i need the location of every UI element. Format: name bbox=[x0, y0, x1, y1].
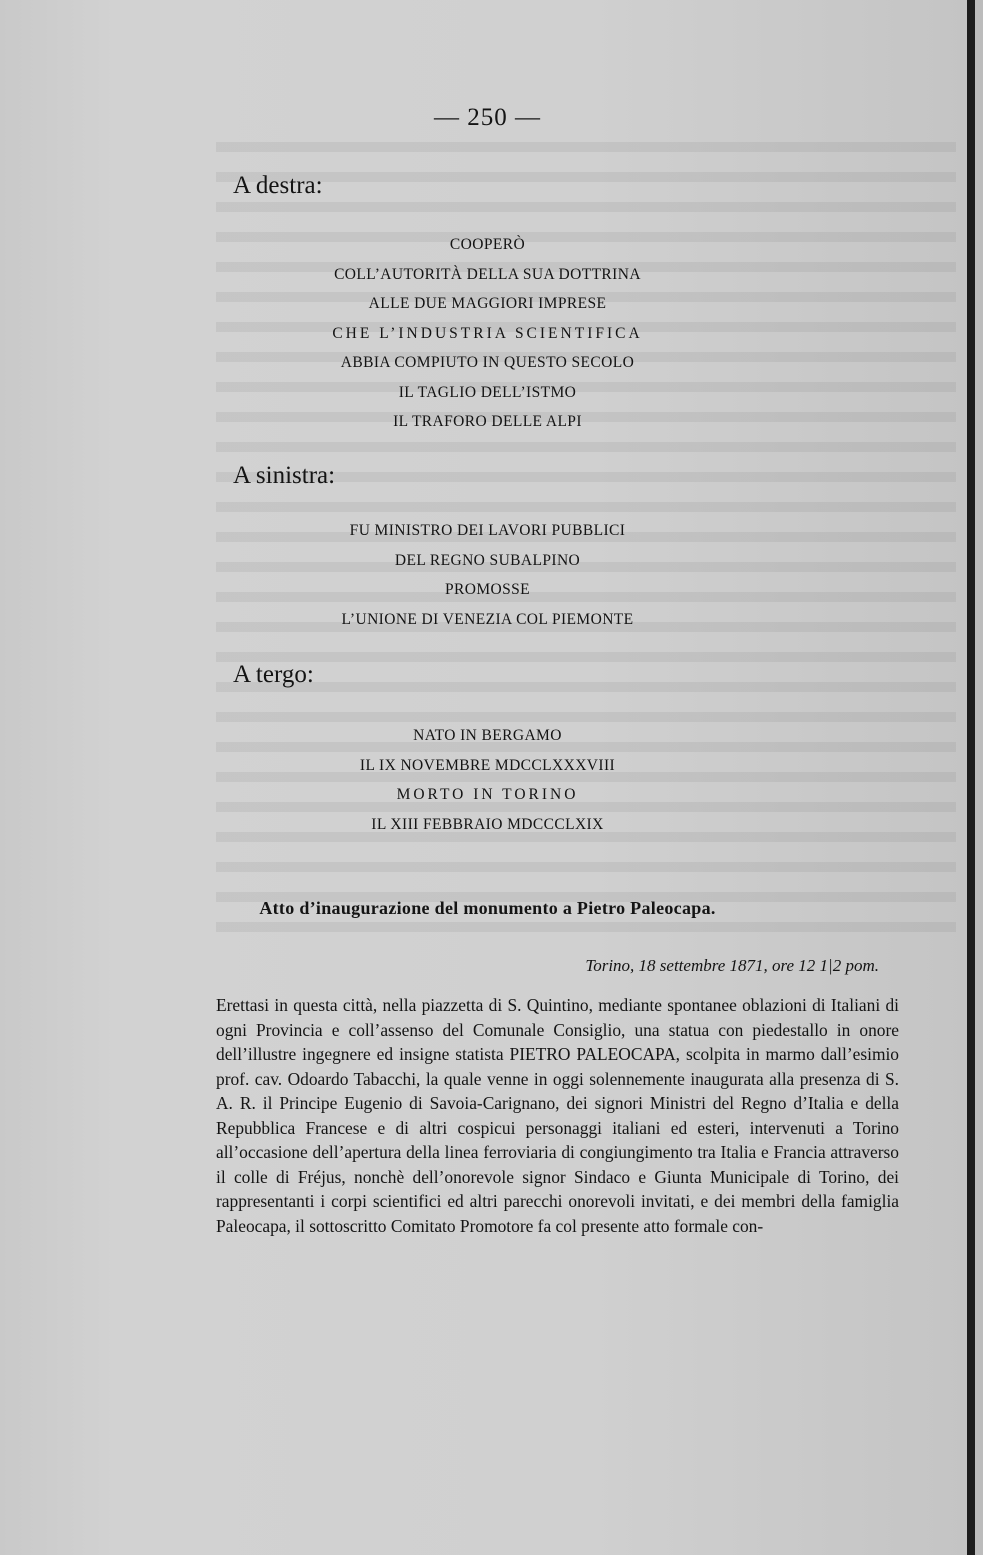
inscription-destra bbox=[0, 230, 975, 437]
label-destra: A destra: bbox=[233, 172, 323, 199]
inscription-line: IL IX NOVEMBRE MDCCLXXXVIII bbox=[359, 756, 616, 774]
page-number: — 250 — bbox=[434, 104, 541, 131]
label-sinistra: A sinistra: bbox=[233, 462, 336, 489]
document-title: Atto d’inaugurazione del monumento a Pietro Paleocapa. bbox=[259, 898, 716, 918]
body-paragraph: Erettasi in questa città, nella piazzetta di S. Quintino, mediante spontanee oblazioni di Italiani di ogni Provincia e coll’assenso del Comunale Consiglio, una statua con piedestallo in onore dell’illustre ingegnere ed insigne statista PIETRO PALEOCAPA, scolpita in marmo dall’esimio prof. cav. Odoardo Tabacchi, la quale venne in oggi solennemente inaugurata alla presenza di S. A. R. il Principe Eugenio di Savoia-Carignano, dei signori Ministri del Regno d’Italia e della Repubblica Francese e di altri cospicui personaggi italiani ed esteri, intervenuti a Torino all’occasione dell’apertura della linea ferroviaria di congiungimento tra Italia e Francia attraverso il colle di Fréjus, nonchè dell’onorevole signor Sindaco e Giunta Municipale di Torino, dei rappresentanti i corpi scientifici ed altri parecchi onorevoli invitati, e dei membri della famiglia Paleocapa, il sottoscritto Comitato Promotore fa col presente atto formale con- bbox=[216, 995, 899, 1236]
inscription-line: IL TRAFORO DELLE ALPI bbox=[393, 413, 582, 430]
inscription-tergo bbox=[0, 721, 975, 839]
inscription-line: CHE L’INDUSTRIA SCIENTIFICA bbox=[332, 324, 643, 342]
inscription-line: ALLE DUE MAGGIORI IMPRESE bbox=[368, 295, 607, 312]
inscription-line: ABBIA COMPIUTO IN QUESTO SECOLO bbox=[340, 354, 635, 371]
inscription-line: COOPERÒ bbox=[449, 236, 526, 253]
inscription-line: IL XIII FEBBRAIO MDCCCLXIX bbox=[371, 815, 604, 833]
inscription-line: FU MINISTRO DEI LAVORI PUBBLICI bbox=[349, 522, 626, 539]
inscription-line: L’UNIONE DI VENEZIA COL PIEMONTE bbox=[341, 610, 634, 628]
inscription-line: MORTO IN TORINO bbox=[396, 786, 579, 803]
inscription-line: NATO IN BERGAMO bbox=[413, 727, 562, 744]
page-edge bbox=[967, 0, 975, 1555]
inscription-line: PROMOSSE bbox=[444, 581, 531, 598]
label-tergo: A tergo: bbox=[233, 661, 314, 688]
inscription-sinistra bbox=[0, 516, 975, 634]
inscription-line: COLL’AUTORITÀ DELLA SUA DOTTRINA bbox=[334, 265, 641, 283]
inscription-line: IL TAGLIO DELL’ISTMO bbox=[398, 383, 577, 401]
dateline: Torino, 18 settembre 1871, ore 12 1|2 pom. bbox=[585, 956, 879, 975]
inscription-line: DEL REGNO SUBALPINO bbox=[394, 551, 581, 569]
